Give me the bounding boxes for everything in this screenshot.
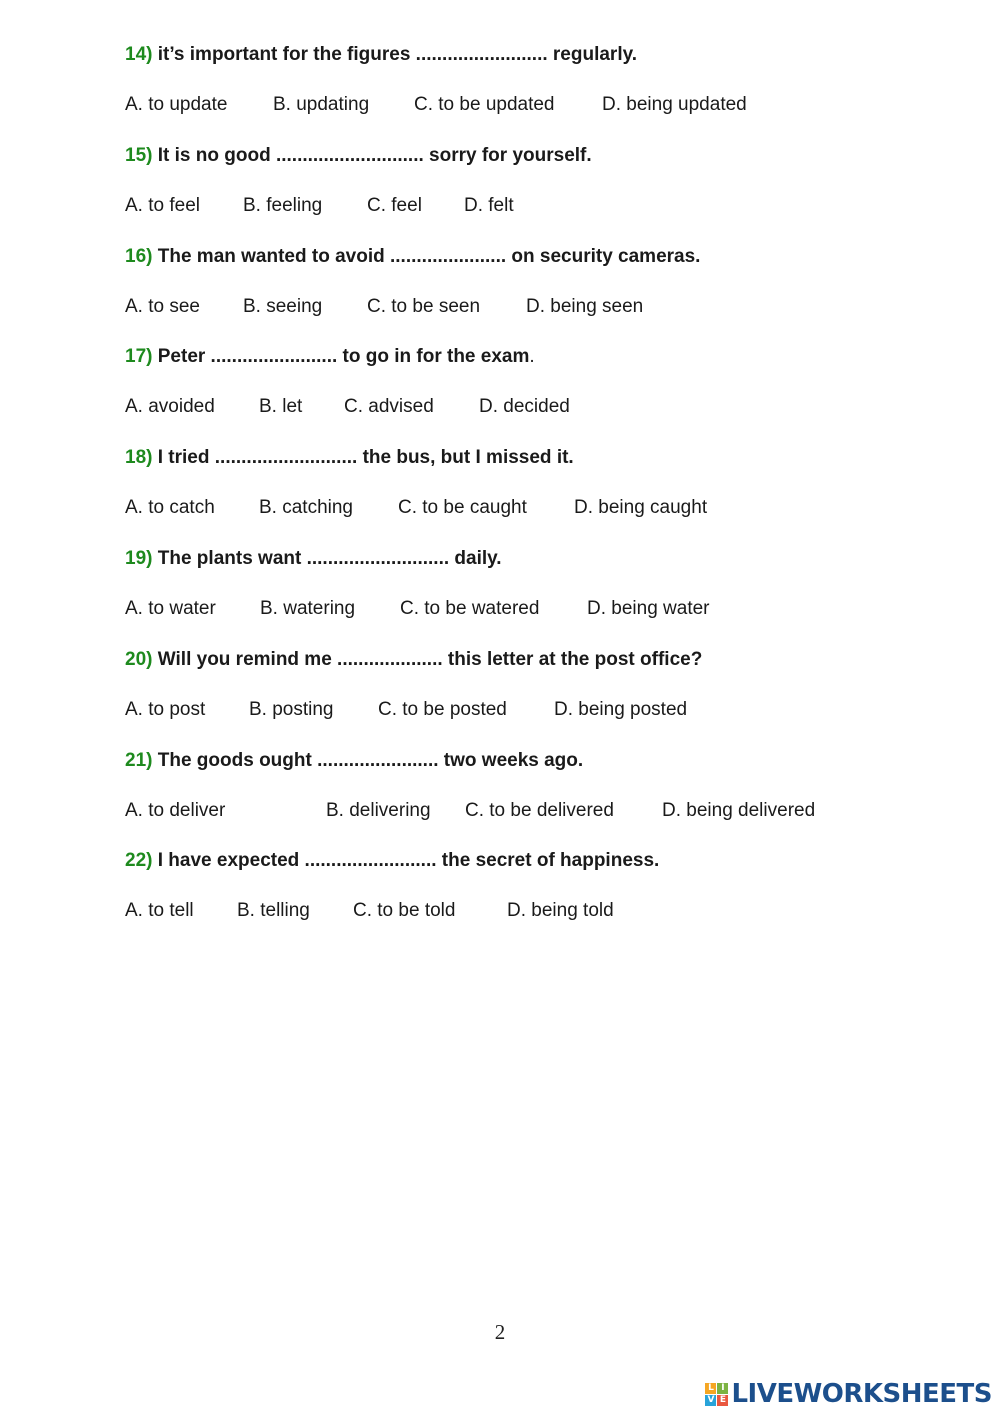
option-a[interactable]: A. to update — [125, 94, 228, 115]
question-prompt — [125, 544, 945, 574]
question-prompt — [125, 746, 945, 776]
option-a[interactable]: A. to see — [125, 295, 200, 317]
question-number: 14) — [125, 44, 153, 65]
answer-options — [125, 493, 945, 523]
answer-options — [125, 796, 945, 826]
option-b[interactable]: B. delivering — [326, 799, 431, 821]
answer-options — [125, 90, 945, 120]
question-number: 19) — [125, 547, 153, 569]
answer-options — [125, 695, 945, 725]
option-a[interactable]: A. to tell — [125, 900, 194, 922]
option-d[interactable]: D. being seen — [526, 295, 644, 317]
option-a[interactable]: A. to water — [125, 597, 216, 619]
option-a[interactable]: A. avoided — [125, 396, 215, 418]
option-a[interactable]: A. to deliver — [125, 799, 226, 821]
brand-mark-cell: E — [717, 1395, 728, 1406]
question-number: 17) — [125, 346, 153, 368]
option-b[interactable]: B. posting — [249, 698, 334, 720]
question-prompt — [125, 242, 945, 272]
option-d[interactable]: D. being delivered — [662, 799, 816, 821]
question-prompt — [125, 645, 945, 675]
question-trail: . — [529, 346, 535, 368]
option-c[interactable]: C. to be updated — [414, 94, 555, 115]
question-18 — [125, 443, 945, 544]
option-d[interactable]: D. being told — [507, 900, 614, 922]
brand-mark-cell: I — [717, 1383, 728, 1394]
option-d[interactable]: D. being posted — [554, 698, 688, 720]
option-c[interactable]: C. to be seen — [367, 295, 481, 317]
question-prompt — [125, 40, 945, 70]
question-text: it’s important for the figures ......................... regularly. — [152, 44, 638, 65]
question-text: I tried ........................... the bus, but I missed it. — [152, 447, 574, 469]
question-number: 22) — [125, 850, 153, 872]
question-prompt — [125, 342, 945, 372]
option-b[interactable]: B. updating — [273, 94, 370, 115]
question-22 — [125, 846, 945, 947]
option-b[interactable]: B. feeling — [243, 194, 323, 216]
brand-mark-icon — [705, 1383, 728, 1406]
question-16 — [125, 242, 945, 343]
option-c[interactable]: C. to be posted — [378, 698, 507, 720]
brand-name: LIVEWORKSHEETS — [731, 1379, 992, 1409]
question-number: 15) — [125, 144, 153, 166]
question-prompt — [125, 846, 945, 876]
question-text: Will you remind me .................... this letter at the post office? — [152, 648, 703, 670]
liveworksheets-logo[interactable] — [705, 1378, 992, 1410]
question-list — [125, 40, 945, 947]
question-21 — [125, 746, 945, 847]
option-b[interactable]: B. seeing — [243, 295, 323, 317]
option-b[interactable]: B. let — [259, 396, 303, 418]
question-prompt — [125, 443, 945, 473]
option-b[interactable]: B. watering — [260, 597, 356, 619]
question-15 — [125, 141, 945, 242]
option-b[interactable]: B. catching — [259, 497, 353, 519]
option-d[interactable]: D. decided — [479, 396, 570, 418]
question-20 — [125, 645, 945, 746]
option-c[interactable]: C. feel — [367, 194, 422, 216]
question-text: The plants want ........................... daily. — [152, 547, 502, 569]
option-a[interactable]: A. to feel — [125, 194, 200, 216]
option-b[interactable]: B. telling — [237, 900, 310, 922]
option-c[interactable]: C. to be caught — [398, 497, 527, 519]
brand-mark-cell: L — [705, 1383, 716, 1394]
answer-options — [125, 191, 945, 221]
option-d[interactable]: D. being updated — [602, 94, 747, 115]
answer-options — [125, 392, 945, 422]
answer-options — [125, 292, 945, 322]
option-d[interactable]: D. felt — [464, 194, 514, 216]
answer-options — [125, 594, 945, 624]
option-c[interactable]: C. advised — [344, 396, 434, 418]
question-14 — [125, 40, 945, 141]
question-19 — [125, 544, 945, 645]
option-c[interactable]: C. to be watered — [400, 597, 540, 619]
answer-options — [125, 896, 945, 926]
option-d[interactable]: D. being caught — [574, 497, 708, 519]
option-d[interactable]: D. being water — [587, 597, 710, 619]
brand-mark-cell: V — [705, 1395, 716, 1406]
option-a[interactable]: A. to post — [125, 698, 206, 720]
question-number: 16) — [125, 245, 153, 267]
question-prompt — [125, 141, 945, 171]
option-a[interactable]: A. to catch — [125, 497, 215, 519]
option-c[interactable]: C. to be delivered — [465, 799, 614, 821]
question-17 — [125, 342, 945, 443]
question-text: It is no good ............................ sorry for yourself. — [152, 144, 592, 166]
question-text: I have expected ......................... the secret of happiness. — [152, 850, 660, 872]
page-number: 2 — [494, 1320, 506, 1344]
question-number: 18) — [125, 447, 153, 469]
question-text: Peter ........................ to go in for the exam — [152, 346, 530, 368]
option-c[interactable]: C. to be told — [353, 900, 456, 922]
question-text: The man wanted to avoid ...................... on security cameras. — [152, 245, 701, 267]
question-number: 20) — [125, 648, 153, 670]
question-text: The goods ought ....................... two weeks ago. — [152, 749, 584, 771]
question-number: 21) — [125, 749, 153, 771]
